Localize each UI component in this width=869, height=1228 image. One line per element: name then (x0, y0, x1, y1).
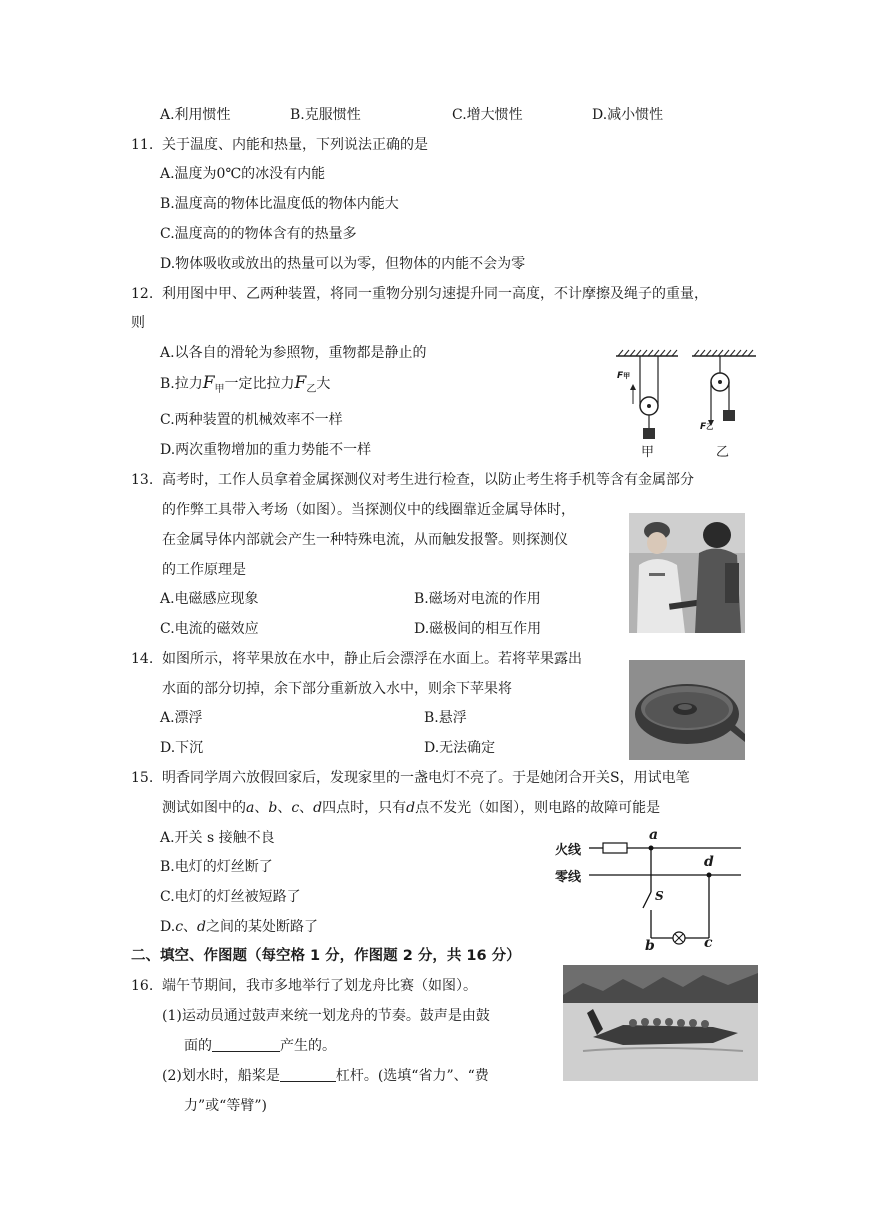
q13-option-c: C.电流的磁效应 (160, 621, 259, 637)
q15-stem-line1: 明香同学周六放假回家后，发现家里的一盏电灯不亮了。于是她闭合开关S，用试电笔 (162, 770, 690, 786)
force-subscript-jia: 甲 (214, 383, 225, 395)
q13-option-d: D.磁极间的相互作用 (414, 621, 542, 637)
q13-number: 13. (131, 472, 154, 488)
f-jia-label-main: F (617, 371, 624, 381)
answer-blank[interactable] (280, 1067, 336, 1082)
force-subscript-yi: 乙 (306, 383, 317, 395)
point-d-label: d (704, 854, 714, 870)
point-c-label: c (704, 935, 713, 951)
q11-option-d: D.物体吸收或放出的热量可以为零，但物体的内能不会为零 (160, 256, 526, 272)
q16-part1-line2 (184, 1036, 336, 1056)
live-wire-label: 火线 (555, 843, 582, 858)
q11-number: 11. (131, 137, 154, 153)
q13-stem-line4: 的工作原理是 (162, 562, 246, 578)
q12-option-c: C.两种装置的机械效率不一样 (160, 412, 343, 428)
q13-option-b: B.磁场对电流的作用 (414, 591, 541, 607)
q16-part1-line2-pre: 面的 (184, 1038, 212, 1054)
q13-stem-line1: 高考时，工作人员拿着金属探测仪对考生进行检查，以防止考生将手机等含有金属部分 (162, 472, 694, 488)
q16-part1-line1: (1)运动员通过鼓声来统一划龙舟的节奏。鼓声是由鼓 (162, 1008, 490, 1024)
q13-stem-line3: 在金属导体内部就会产生一种特殊电流，从而触发报警。则探测仪 (162, 532, 568, 548)
q13-option-a: A.电磁感应现象 (160, 591, 259, 607)
q15-option-d (160, 917, 318, 937)
point-d: d (406, 800, 416, 816)
q15-stem-line2 (162, 798, 660, 818)
q12-option-b-mid: 一定比拉力 (224, 376, 295, 392)
force-symbol: F (202, 373, 215, 393)
separator: 、 (277, 800, 292, 816)
circuit-figure (553, 830, 745, 955)
point-b-label: b (645, 938, 655, 954)
switch-label: S (655, 889, 664, 903)
q15-option-b: B.电灯的灯丝断了 (160, 859, 273, 875)
q12-option-b (160, 373, 330, 400)
q14-option-b: B.悬浮 (424, 710, 467, 726)
pulley-figure (612, 348, 762, 460)
figure-caption-jia: 甲 (641, 445, 655, 460)
dragon-boat-photo (563, 965, 758, 1081)
q11-option-b: B.温度高的物体比温度低的物体内能大 (160, 196, 399, 212)
q16-part1-line2-post: 产生的。 (280, 1038, 336, 1054)
q14-number: 14. (131, 651, 154, 667)
f-jia-label-sub: 甲 (623, 372, 631, 380)
apple-in-water-photo (629, 660, 745, 760)
q12-number: 12. (131, 286, 154, 302)
q15-option-c: C.电灯的灯丝被短路了 (160, 889, 301, 905)
point-d: d (313, 800, 323, 816)
q11-option-a: A.温度为0℃的冰没有内能 (160, 166, 326, 182)
f-yi-label-sub: 乙 (706, 423, 714, 431)
figure-caption-yi: 乙 (716, 445, 730, 460)
q15-option-d-suffix: 之间的某处断路了 (206, 919, 318, 935)
f-jia-label (617, 371, 630, 381)
q15-option-a: A.开关 s 接触不良 (160, 830, 275, 846)
q15-stem-line2-mid: 四点时，只有 (322, 800, 407, 816)
q15-stem-line2-post: 点不发光（如图），则电路的故障可能是 (415, 800, 661, 816)
point-a: a (246, 800, 255, 816)
f-yi-label (700, 422, 713, 432)
q12-option-d: D.两次重物增加的重力势能不一样 (160, 442, 372, 458)
metal-detector-photo (629, 513, 745, 633)
q10-option-b: B.克服惯性 (290, 107, 361, 123)
q10-option-d: D.减小惯性 (592, 107, 664, 123)
q14-option-d: D.下沉 (160, 740, 204, 756)
q14-stem-line1: 如图所示，将苹果放在水中，静止后会漂浮在水面上。若将苹果露出 (162, 651, 582, 667)
q15-stem-line2-pre: 测试如图中的 (162, 800, 246, 816)
q14-option-d-undetermined: D.无法确定 (424, 740, 496, 756)
separator: 、 (254, 800, 269, 816)
f-yi-label-main: F (700, 422, 707, 432)
separator: 、 (183, 919, 198, 935)
q12-stem-line2: 则 (131, 315, 145, 331)
neutral-wire-label: 零线 (555, 870, 582, 885)
q12-option-b-prefix: B.拉力 (160, 376, 203, 392)
q10-option-a: A.利用惯性 (160, 107, 231, 123)
q15-option-d-prefix: D. (160, 919, 176, 935)
q14-option-a: A.漂浮 (160, 710, 203, 726)
q16-stem: 端午节期间，我市多地举行了划龙舟比赛（如图）。 (162, 978, 477, 994)
q16-number: 16. (131, 978, 154, 994)
point-d: d (197, 919, 206, 935)
separator: 、 (299, 800, 314, 816)
q16-part2-line2: 力”或“等臂”) (184, 1098, 267, 1114)
q14-stem-line2: 水面的部分切掉，余下部分重新放入水中，则余下苹果将 (162, 681, 512, 697)
q13-stem-line2: 的作弊工具带入考场（如图）。当探测仪中的线圈靠近金属导体时， (162, 502, 575, 518)
q11-option-c: C.温度高的的物体含有的热量多 (160, 226, 357, 242)
point-a-label: a (649, 830, 659, 843)
q10-option-c: C.增大惯性 (452, 107, 523, 123)
force-symbol: F (294, 373, 307, 393)
point-b: b (268, 800, 278, 816)
section-heading: 二、填空、作图题（每空格 1 分，作图题 2 分，共 16 分） (131, 948, 521, 964)
q12-option-b-suffix: 大 (316, 376, 331, 392)
pulley-diagram (612, 348, 762, 460)
q12-stem-line1: 利用图中甲、乙两种装置，将同一重物分别匀速提升同一高度，不计摩擦及绳子的重量， (162, 286, 708, 302)
q16-part2-line1-post: 杠杆。(选填“省力”、“费 (335, 1068, 489, 1084)
q12-option-a: A.以各自的滑轮为参照物，重物都是静止的 (160, 345, 427, 361)
answer-blank[interactable] (212, 1037, 280, 1052)
point-c: c (291, 800, 300, 816)
q16-part2-line1 (162, 1066, 489, 1086)
q16-part2-line1-pre: (2)划水时，船桨是 (162, 1068, 280, 1084)
circuit-diagram (553, 830, 745, 955)
q15-number: 15. (131, 770, 154, 786)
point-c: c (175, 919, 184, 935)
q11-stem: 关于温度、内能和热量，下列说法正确的是 (162, 137, 428, 153)
